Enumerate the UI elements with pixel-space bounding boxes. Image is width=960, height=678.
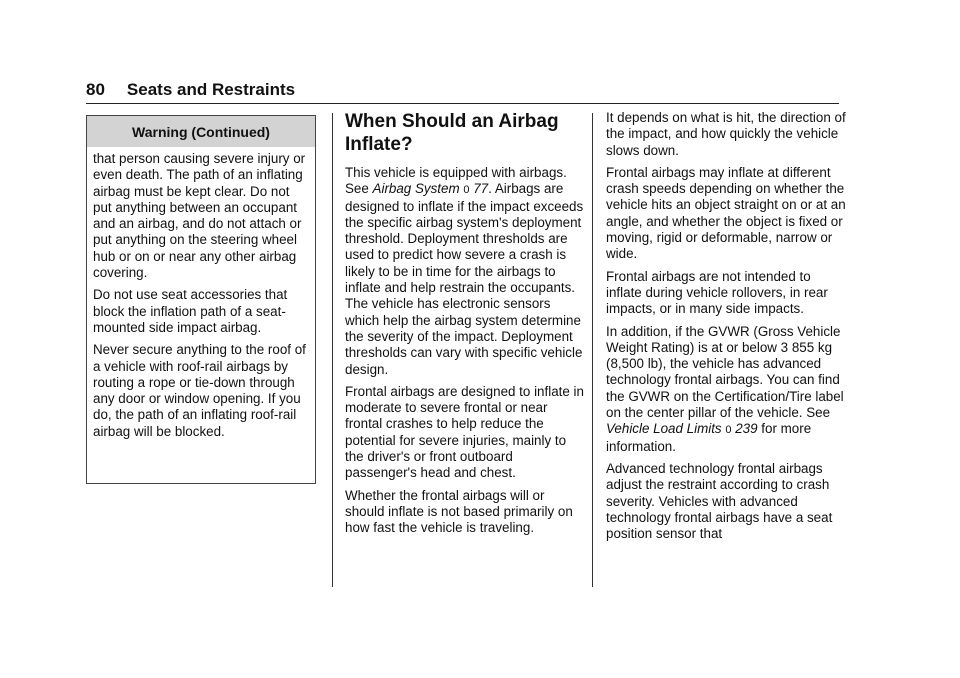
paragraph-text: for more information. — [606, 421, 812, 454]
cross-reference-link[interactable]: Airbag System — [372, 181, 460, 197]
page-number: 80 — [86, 80, 105, 99]
page-header — [86, 80, 295, 100]
paragraph-text: In addition, if the GVWR (Gross Vehicle Weight Rating) is at or below 3 855 kg (8,500 lb), the vehicle has advanced technology frontal airbags. You can find the GVWR on the Certification/Tire label on the center pillar of the vehicle. See — [606, 323, 844, 421]
paragraph: It depends on what is hit, the direction of the impact, and how quickly the vehicle slows down. — [606, 110, 846, 158]
page-reference-icon: 0 — [725, 424, 732, 437]
page-reference-icon: 0 — [463, 184, 470, 197]
cross-reference-link[interactable]: Vehicle Load Limits — [606, 421, 722, 437]
warning-box — [86, 115, 316, 484]
header-rule — [86, 103, 839, 104]
cross-reference-page[interactable]: 77 — [473, 181, 489, 197]
paragraph: Frontal airbags are not intended to inflate during vehicle rollovers, in rear impacts, or in many side impacts. — [606, 268, 828, 317]
column-2 — [345, 110, 585, 543]
paragraph — [606, 324, 846, 455]
column-divider — [592, 113, 593, 587]
section-title: Seats and Restraints — [126, 80, 296, 99]
paragraph-text: . Airbags are designed to inflate if the impact exceeds the specific airbag system's deployment threshold. Deployment thresholds are used to predict how severe a crash is likely to be in time for the airbags to inflate and help restrain the occupants. The vehicle has electronic sensors which help the airbag system determine the severity of the impact. Deployment thresholds can vary with specific vehicle design. — [345, 181, 584, 377]
paragraph-text: This vehicle is equipped with airbags. See — [345, 165, 567, 197]
warning-body — [87, 147, 315, 440]
column-divider — [332, 113, 333, 587]
cross-reference-page[interactable]: 239 — [735, 421, 758, 437]
paragraph: Whether the frontal airbags will or should inflate is not based primarily on how fast the vehicle is traveling. — [345, 487, 573, 536]
column-3 — [606, 110, 846, 548]
warning-paragraph: Do not use seat accessories that block the inflation path of a seat-mounted side impact airbag. — [93, 287, 288, 335]
warning-title: Warning (Continued) — [87, 116, 315, 147]
section-heading: When Should an Airbag Inflate? — [345, 111, 559, 155]
warning-paragraph: that person causing severe injury or even death. The path of an inflating airbag must be kept clear. Do not put anything between an occupant and an airbag, and do not attach or put anything on the steering wheel hub or on or near any other airbag covering. — [93, 151, 306, 281]
warning-paragraph: Never secure anything to the roof of a vehicle with roof-rail airbags by routing a rope or tie-down through any door or window opening. If you do, the path of an inflating roof-rail airbag will be blocked. — [93, 342, 306, 439]
paragraph: Advanced technology frontal airbags adjust the restraint according to crash severity. Vehicles with advanced technology frontal airbags have a seat position sensor that — [606, 460, 833, 542]
paragraph — [345, 165, 585, 378]
paragraph: Frontal airbags may inflate at different crash speeds depending on whether the vehicle hits an object straight on or at an angle, and whether the object is fixed or moving, rigid or deformable, narrow or wide. — [606, 164, 846, 262]
paragraph: Frontal airbags are designed to inflate in moderate to severe frontal or near frontal crashes to help reduce the potential for severe injuries, mainly to the driver's or front outboard passenger's head and chest. — [345, 383, 584, 481]
